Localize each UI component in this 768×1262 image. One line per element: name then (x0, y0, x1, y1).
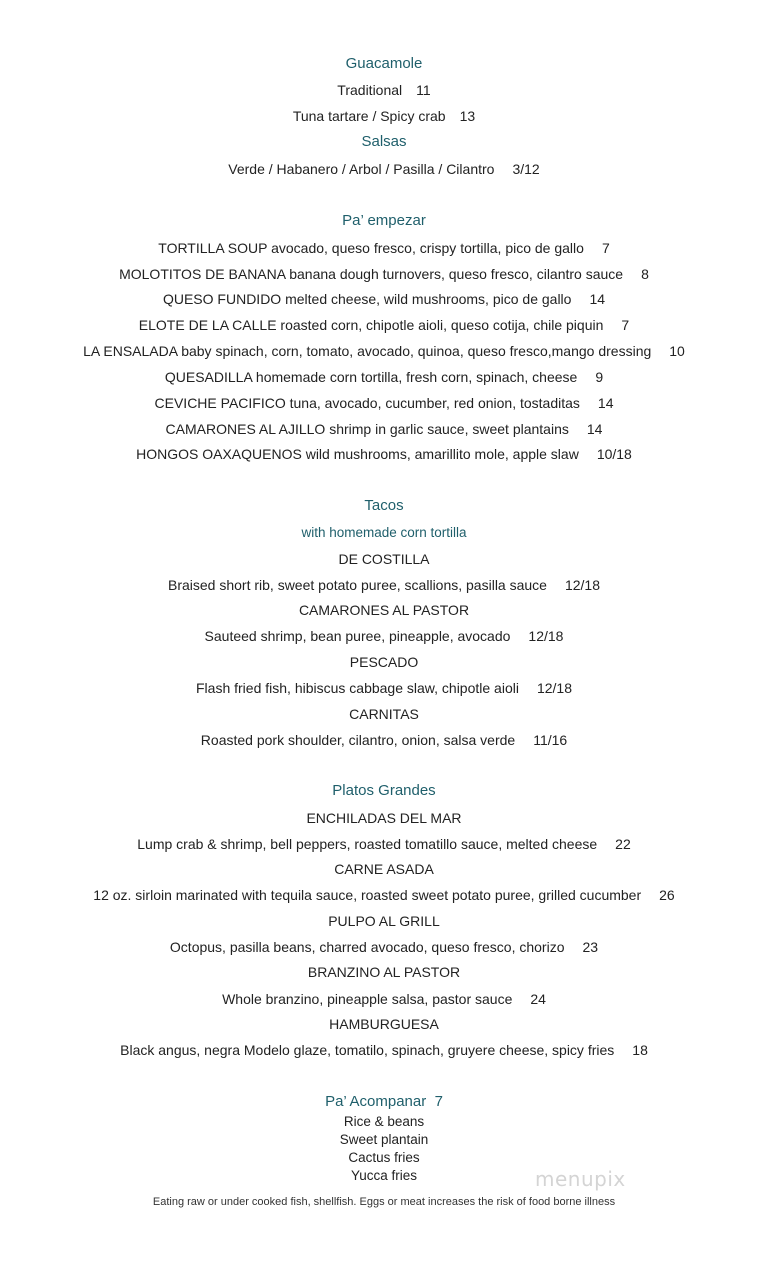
menu-item: CAMARONES AL AJILLO shrimp in garlic sauce, sweet plantains 14 (165, 421, 603, 437)
dish-name: CARNITAS (349, 706, 419, 722)
dish-name: PESCADO (349, 654, 419, 670)
menu-item: QUESO FUNDIDO melted cheese, wild mushrooms, pico de gallo 14 (162, 291, 606, 307)
menu-item: LA ENSALADA baby spinach, corn, tomato, avocado, quinoa, queso fresco,mango dressing 10 (83, 343, 685, 359)
section-title-platos: Platos Grandes (332, 782, 436, 799)
menu-item: ELOTE DE LA CALLE roasted corn, chipotle aioli, queso cotija, chile piquin 7 (138, 317, 630, 333)
dish-name: BRANZINO AL PASTOR (307, 964, 461, 980)
dish-name: CAMARONES AL PASTOR (298, 602, 470, 618)
side-item: Sweet plantain (339, 1132, 429, 1147)
dish-name: ENCHILADAS DEL MAR (306, 810, 462, 826)
dish-name: PULPO AL GRILL (328, 913, 440, 929)
dish-desc: Roasted pork shoulder, cilantro, onion, salsa verde 11/16 (200, 732, 568, 748)
dish-desc: Lump crab & shrimp, bell peppers, roasted tomatillo sauce, melted cheese 22 (137, 836, 631, 852)
dish-name: HAMBURGUESA (329, 1016, 439, 1032)
dish-desc: Braised short rib, sweet potato puree, scallions, pasilla sauce 12/18 (167, 577, 601, 593)
menu-item: HONGOS OAXAQUENOS wild mushrooms, amarillito mole, apple slaw 10/18 (136, 446, 632, 462)
dish-desc: Black angus, negra Modelo glaze, tomatilo, spinach, gruyere cheese, spicy fries 18 (120, 1042, 648, 1058)
section-subtitle-tacos: with homemade corn tortilla (301, 525, 467, 540)
dish-name: CARNE ASADA (334, 861, 434, 877)
menu-item: Tuna tartare / Spicy crab 13 (292, 108, 476, 124)
menu-item: Traditional 11 (337, 82, 431, 98)
dish-desc: Sauteed shrimp, bean puree, pineapple, avocado 12/18 (204, 628, 564, 644)
side-item: Cactus fries (348, 1150, 420, 1165)
side-item: Yucca fries (350, 1168, 418, 1183)
side-item: Rice & beans (343, 1114, 425, 1129)
dish-desc: Octopus, pasilla beans, charred avocado, queso fresco, chorizo 23 (169, 939, 599, 955)
disclaimer: Eating raw or under cooked fish, shellfish. Eggs or meat increases the risk of food borne illness (152, 1196, 616, 1208)
menu-item: QUESADILLA homemade corn tortilla, fresh corn, spinach, cheese 9 (164, 369, 604, 385)
section-title-salsas: Salsas (361, 133, 407, 150)
section-title-guacamole: Guacamole (345, 55, 423, 72)
menu-item: CEVICHE PACIFICO tuna, avocado, cucumber, red onion, tostaditas 14 (154, 395, 614, 411)
menu-item: MOLOTITOS DE BANANA banana dough turnovers, queso fresco, cilantro sauce 8 (119, 266, 649, 282)
dish-desc: 12 oz. sirloin marinated with tequila sauce, roasted sweet potato puree, grilled cucumber 26 (93, 887, 675, 903)
dish-desc: Whole branzino, pineapple salsa, pastor sauce 24 (222, 991, 546, 1007)
dish-desc: Flash fried fish, hibiscus cabbage slaw, chipotle aioli 12/18 (196, 680, 572, 696)
menu-item: Verde / Habanero / Arbol / Pasilla / Cilantro 3/12 (228, 161, 540, 177)
menu-item: TORTILLA SOUP avocado, queso fresco, crispy tortilla, pico de gallo 7 (158, 240, 610, 256)
section-title-tacos: Tacos (364, 497, 404, 514)
section-title-acompanar: Pa’ Acompanar 7 (325, 1093, 443, 1110)
section-title-empezar: Pa’ empezar (342, 212, 426, 229)
dish-name: DE COSTILLA (338, 551, 430, 567)
watermark: menupix (535, 1167, 626, 1191)
